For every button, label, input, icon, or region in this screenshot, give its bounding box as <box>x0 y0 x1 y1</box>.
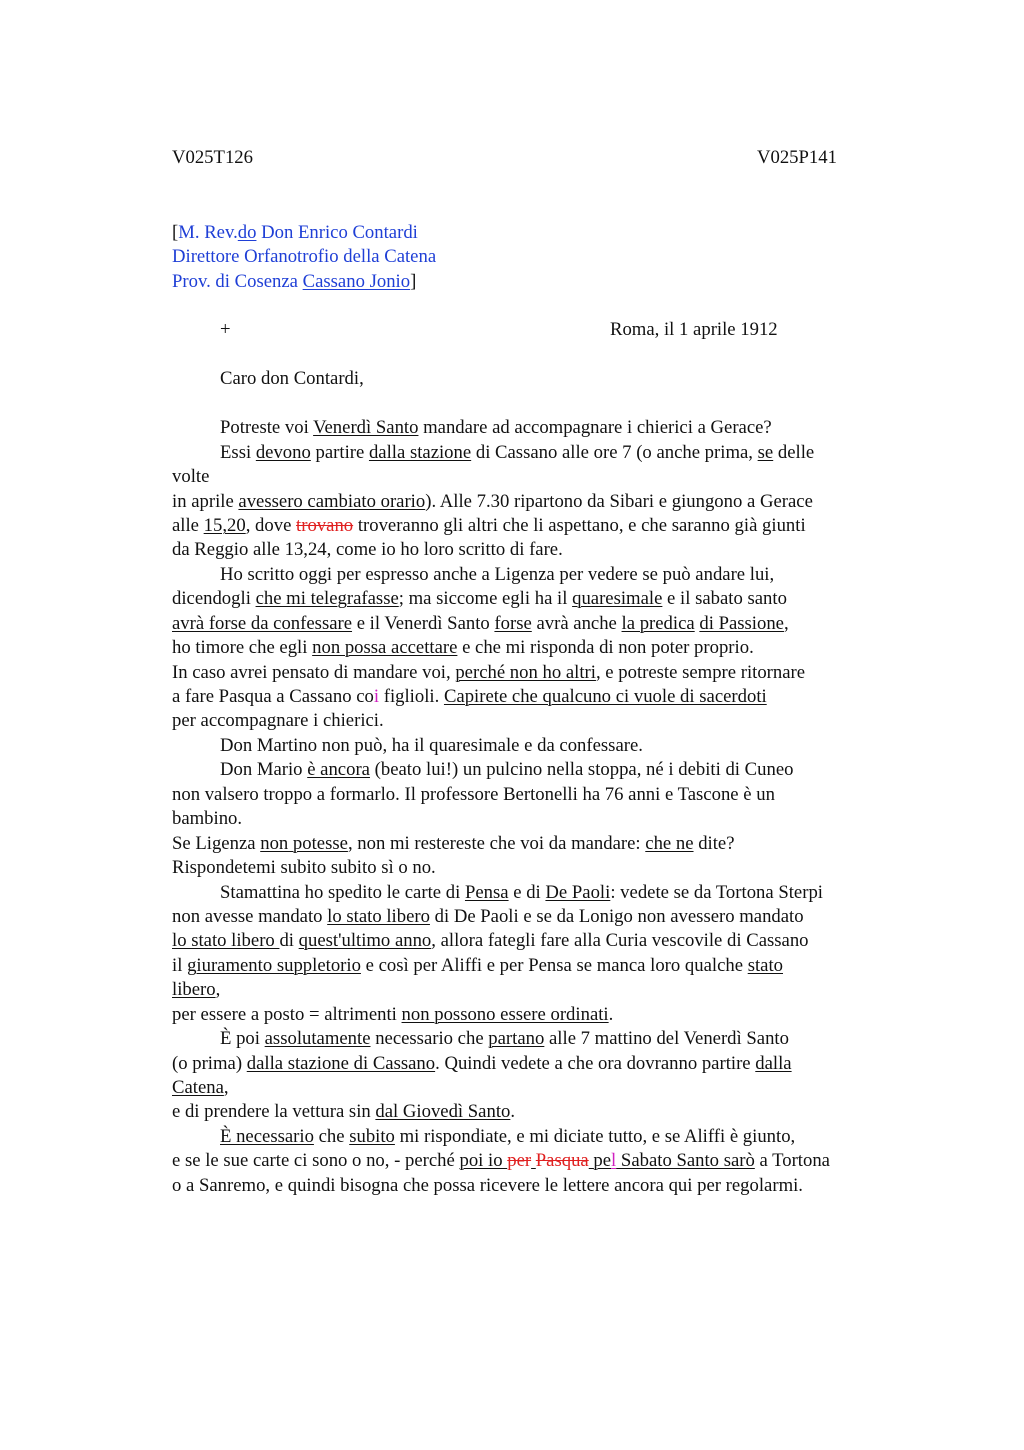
text: da Reggio alle 13,24, come io ho loro scritto di fare. <box>172 539 563 560</box>
underlined-text: è ancora <box>307 759 370 780</box>
address-town: Cassano Jonio <box>302 271 411 292</box>
body-line-8 <box>172 587 787 611</box>
underlined-text: È necessario <box>220 1126 314 1147</box>
underlined-text: se <box>757 442 774 463</box>
body-line-4 <box>172 490 813 514</box>
struck-text: per <box>507 1150 532 1171</box>
text: volte <box>172 466 210 487</box>
text: troveranno gli altri che li aspettano, e che saranno già giunti <box>353 515 806 536</box>
body-line-1 <box>220 416 772 440</box>
underlined-text: Capirete che qualcuno ci vuole di sacerdoti <box>443 686 767 707</box>
text: necessario che <box>370 1028 489 1049</box>
text: e il sabato santo <box>662 588 787 609</box>
underlined-text: dalla stazione <box>368 442 472 463</box>
underlined-text: giuramento suppletorio <box>187 955 361 976</box>
inserted-letter: l <box>611 1150 617 1171</box>
text: per accompagnare i chierici. <box>172 710 384 731</box>
underlined-text: non potesse <box>260 833 348 854</box>
underlined-text: subito <box>349 1126 395 1147</box>
struck-text: trovano <box>296 515 354 536</box>
text: Se Ligenza <box>172 833 261 854</box>
text: mi rispondiate, e mi diciate tutto, e se Aliffi è giunto, <box>394 1126 796 1147</box>
underlined-text: avrà forse da confessare <box>172 613 353 634</box>
text: È poi <box>220 1028 265 1049</box>
text: Rispondetemi subito subito sì o no. <box>172 857 436 878</box>
text: Don Martino non può, ha il quaresimale e da confessare. <box>220 735 643 756</box>
underlined-text: 15,20 <box>203 515 246 536</box>
underlined-text: che mi telegrafasse <box>255 588 399 609</box>
text: Essi <box>220 442 256 463</box>
address-line-1 <box>172 221 418 245</box>
place-date: Roma, il 1 aprile 1912 <box>610 319 778 340</box>
body-line-24 <box>172 978 220 1002</box>
underlined-text: De Paoli <box>545 882 611 903</box>
text: : vedete se da Tortona Sterpi <box>610 882 823 903</box>
address-province: Prov. di Cosenza <box>172 271 303 292</box>
text: (beato lui!) un pulcino nella stoppa, né i debiti di Cuneo <box>369 759 794 780</box>
body-line-15 <box>220 758 793 782</box>
underlined-text: Pensa <box>464 882 509 903</box>
body-line-10 <box>172 636 754 660</box>
text: dicendogli <box>172 588 256 609</box>
underlined-text: assolutamente <box>264 1028 371 1049</box>
underlined-text: pe <box>593 1150 612 1171</box>
body-line-31 <box>172 1149 830 1173</box>
underlined-text: che ne <box>645 833 694 854</box>
address-line-3 <box>172 270 416 294</box>
text: e il Venerdì Santo <box>352 613 495 634</box>
body-line-9 <box>172 612 789 636</box>
underlined-text: libero <box>172 979 216 1000</box>
text: , allora fategli fare alla Curia vescovile di Cassano <box>431 930 809 951</box>
underlined-text: Venerdì Santo <box>313 417 419 438</box>
body-line-17 <box>172 807 242 831</box>
struck-text: Pasqua <box>535 1150 589 1171</box>
text: e che mi risponda di non poter proprio. <box>457 637 754 658</box>
underlined-text: lo stato libero <box>172 930 280 951</box>
text: , e potreste sempre ritornare <box>595 662 806 683</box>
body-line-6 <box>172 538 563 562</box>
text: non avesse mandato <box>172 906 328 927</box>
text: . Quindi vedete a che ora dovranno partire <box>435 1053 756 1074</box>
text: di De Paoli e se da Lonigo non avessero mandato <box>429 906 804 927</box>
underlined-text: avessero cambiato orario <box>238 491 426 512</box>
text: In caso avrei pensato di mandare voi, <box>172 662 456 683</box>
underlined-text: dalla <box>755 1053 792 1074</box>
body-line-21 <box>172 905 804 929</box>
body-line-20 <box>220 881 823 905</box>
underlined-text: stato <box>747 955 783 976</box>
underlined-text: la predica <box>621 613 695 634</box>
body-line-16 <box>172 783 775 807</box>
body-line-32 <box>172 1174 803 1198</box>
body-line-30 <box>220 1125 795 1149</box>
text: in aprile <box>172 491 239 512</box>
cross-mark: + <box>220 319 231 340</box>
underlined-text: devono <box>255 442 311 463</box>
text: Ho scritto oggi per espresso anche a Ligenza per vedere se può andare lui, <box>220 564 775 585</box>
body-line-5 <box>172 514 806 538</box>
underlined-text: dal Giovedì Santo <box>375 1101 511 1122</box>
text: e se le sue carte ci sono o no, - perché <box>172 1150 460 1171</box>
text: Potreste voi <box>220 417 314 438</box>
bracket-close: ] <box>410 271 417 292</box>
underlined-text: quaresimale <box>572 588 663 609</box>
body-line-11 <box>172 661 805 685</box>
underlined-text: non possono essere ordinati <box>401 1004 609 1025</box>
text: ho timore che egli <box>172 637 313 658</box>
text: avrà anche <box>531 613 622 634</box>
underlined-text: Sabato Santo sarò <box>616 1150 755 1171</box>
text: . <box>608 1004 614 1025</box>
text: ; ma siccome egli ha il <box>398 588 573 609</box>
body-line-23 <box>172 954 783 978</box>
body-line-22 <box>172 929 809 953</box>
text: o a Sanremo, e quindi bisogna che possa ricevere le lettere ancora qui per regolarmi. <box>172 1175 803 1196</box>
underlined-text: poi io <box>459 1150 508 1171</box>
body-line-29 <box>172 1100 515 1124</box>
underlined-text: partano <box>488 1028 545 1049</box>
underlined-text: perché non ho altri <box>455 662 596 683</box>
body-line-18 <box>172 832 735 856</box>
right-code: V025P141 <box>757 147 837 168</box>
body-line-25 <box>172 1003 613 1027</box>
underlined-text: non possa accettare <box>312 637 458 658</box>
underlined-text: lo stato libero <box>327 906 430 927</box>
text: a fare Pasqua a Cassano co <box>172 686 374 707</box>
left-code: V025T126 <box>172 147 253 168</box>
text: alle 7 mattino del Venerdì Santo <box>544 1028 789 1049</box>
body-line-19 <box>172 856 436 880</box>
text: (o prima) <box>172 1053 247 1074</box>
body-line-7 <box>220 563 774 587</box>
text: alle <box>172 515 204 536</box>
text: dite? <box>693 833 735 854</box>
salutation: Caro don Contardi, <box>220 368 364 389</box>
address-line-2: Direttore Orfanotrofio della Catena <box>172 246 437 267</box>
text: delle <box>773 442 815 463</box>
address-title-suffix: do <box>237 222 257 243</box>
body-line-28 <box>172 1076 229 1100</box>
text: partire <box>310 442 369 463</box>
body-line-27 <box>172 1052 792 1076</box>
text: non valsero troppo a formarlo. Il professore Bertonelli ha 76 anni e Tascone è un <box>172 784 775 805</box>
text: Stamattina ho spedito le carte di <box>220 882 465 903</box>
underlined-text: di Passione <box>699 613 784 634</box>
body-line-12 <box>172 685 767 709</box>
text: ). Alle 7.30 ripartono da Sibari e giungono a Gerace <box>425 491 813 512</box>
text: a Tortona <box>754 1150 830 1171</box>
underlined-text: quest'ultimo anno <box>298 930 432 951</box>
text: per essere a posto = altrimenti <box>172 1004 402 1025</box>
text: e di <box>508 882 546 903</box>
text: , <box>215 979 221 1000</box>
text: che <box>313 1126 350 1147</box>
text: il <box>172 955 188 976</box>
text: Don Mario <box>220 759 308 780</box>
text: . <box>510 1101 516 1122</box>
text: mandare ad accompagnare i chierici a Gerace? <box>418 417 772 438</box>
body-line-14 <box>220 734 643 758</box>
underlined-text: dalla stazione di Cassano <box>246 1053 436 1074</box>
text: figlioli. <box>379 686 444 707</box>
address-title: M. Rev. <box>178 222 238 243</box>
inserted-letter: i <box>373 686 380 707</box>
text: , non mi restereste che voi da mandare: <box>347 833 646 854</box>
body-line-3 <box>172 465 209 489</box>
text: di Cassano alle ore 7 (o anche prima, <box>471 442 758 463</box>
text: e così per Aliffi e per Pensa se manca loro qualche <box>360 955 748 976</box>
text: e di prendere la vettura sin <box>172 1101 376 1122</box>
text: di <box>279 930 299 951</box>
text: , <box>223 1077 229 1098</box>
bracket-open: [ <box>172 222 179 243</box>
body-line-13 <box>172 709 384 733</box>
address-name: Don Enrico Contardi <box>256 222 418 243</box>
text: , dove <box>245 515 297 536</box>
text: , <box>783 613 789 634</box>
body-line-26 <box>220 1027 789 1051</box>
underlined-text: forse <box>494 613 532 634</box>
text: bambino. <box>172 808 243 829</box>
body-line-2 <box>220 441 814 465</box>
underlined-text: Catena <box>172 1077 224 1098</box>
